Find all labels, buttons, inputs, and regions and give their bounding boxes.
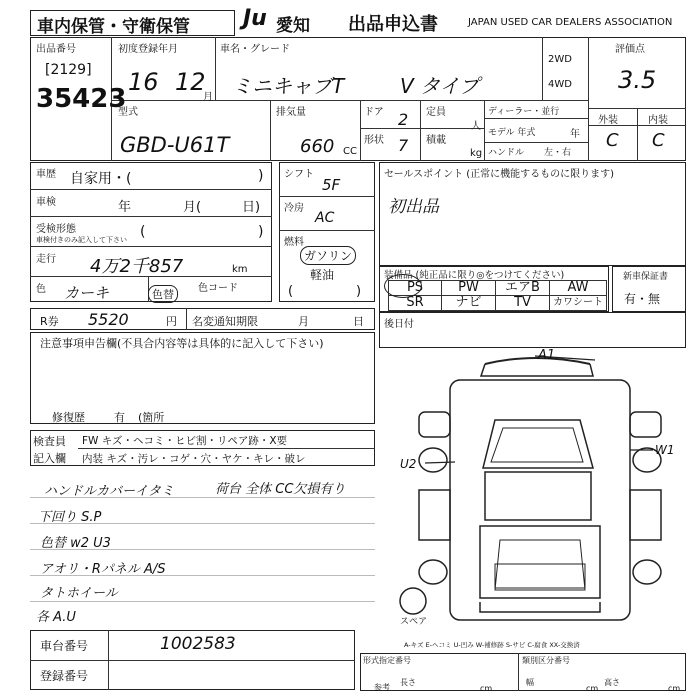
lot-sub-number: [2129] xyxy=(45,62,92,78)
equipment-label: 装備品 (純正品に限り◎をつけてください) xyxy=(384,270,565,281)
interior-grade: C xyxy=(652,130,665,151)
handle-label: ハンドル xyxy=(488,148,525,158)
recycle-label: R券 xyxy=(40,315,59,328)
acceptance-paren: ( xyxy=(140,224,146,240)
form-title: 出品申込書 xyxy=(348,14,438,35)
plate-label: 登録番号 xyxy=(40,669,89,683)
ps-circle xyxy=(384,274,422,298)
drive-2wd: 2WD xyxy=(548,54,572,65)
color-value: カーキ xyxy=(64,284,110,302)
exterior-grade: C xyxy=(606,130,619,151)
dealer-label: ディーラー・並行 xyxy=(488,107,560,117)
sales-point-value: 初出品 xyxy=(388,197,439,217)
interior-label: 内装 xyxy=(648,115,668,126)
capacity-label: 定員 xyxy=(426,107,446,118)
registration-month: 12 xyxy=(175,68,206,96)
inspection-label: 車検 xyxy=(36,197,56,208)
model-code: GBD-U61T xyxy=(120,133,230,157)
fuel-close: ) xyxy=(356,284,362,299)
history-label: 車歴 xyxy=(36,169,56,180)
repair-label: 修復歴 xyxy=(52,411,85,424)
inspector-label-1: 検査員 xyxy=(33,435,66,448)
chassis-number: 1002583 xyxy=(160,634,236,654)
fuel-diesel: 軽油 xyxy=(310,268,335,282)
retrofit-block xyxy=(379,312,686,348)
sales-point-label: セールスポイント (正常に機能するものに限ります) xyxy=(384,169,615,180)
name-change-label: 名変通知期限 xyxy=(192,315,258,328)
acceptance-note: 車検付きのみ記入して下さい xyxy=(36,236,127,244)
equipment-airbag: エアB xyxy=(495,280,550,296)
chassis-label: 車台番号 xyxy=(40,639,89,653)
equipment-tv: TV xyxy=(495,295,550,311)
annotation-w1: W1 xyxy=(655,443,675,457)
inspector-label-2: 記入欄 xyxy=(33,452,66,465)
warranty-label: 新車保証書 xyxy=(623,272,669,282)
ac-label: 冷房 xyxy=(284,203,304,214)
note-line-6: タトホイール xyxy=(40,586,118,601)
width-unit: cm xyxy=(586,684,599,693)
cc-unit: CC xyxy=(343,146,357,157)
acceptance-close: ) xyxy=(258,224,264,240)
drive-4wd: 4WD xyxy=(548,79,572,90)
history-value: 自家用・( xyxy=(70,171,132,187)
history-close: ) xyxy=(258,168,264,184)
note-line-2: 荷台 全体 CC欠損有り xyxy=(215,482,346,497)
diagram-body xyxy=(450,380,630,620)
spare-tire-icon xyxy=(397,586,429,616)
fuel-label: 燃料 xyxy=(284,237,304,248)
year-unit: 年 xyxy=(570,129,580,140)
equipment-ps: PS xyxy=(388,280,442,296)
color-label: 色 xyxy=(36,284,46,295)
load-label: 積載 xyxy=(426,135,446,146)
car-diagram xyxy=(385,350,685,640)
color-code-label: 色コード xyxy=(198,283,238,294)
equipment-leather-seat: カワシート xyxy=(549,295,607,311)
shape-value: 7 xyxy=(398,136,409,155)
shape-label: 形状 xyxy=(364,135,384,146)
acceptance-label: 受検形態 xyxy=(36,224,76,235)
warranty-value: 有・無 xyxy=(624,292,661,306)
displacement-label: 排気量 xyxy=(276,107,306,118)
retrofit-label: 後日付 xyxy=(384,319,414,330)
load-unit: kg xyxy=(470,148,483,159)
length-unit: cm xyxy=(480,684,493,693)
handle-options: 左・右 xyxy=(544,148,572,158)
name-change-day: 日 xyxy=(353,315,364,328)
registration-label: 初度登録年月 xyxy=(118,44,178,55)
inspection-day: 日) xyxy=(242,200,261,215)
inspector-fw-row: FW キズ・ヘコミ・ヒビ割・リペア跡・X要 xyxy=(82,435,288,447)
inspection-month: 月( xyxy=(183,200,202,215)
registration-year: 16 xyxy=(128,68,159,96)
displacement-value: 660 xyxy=(300,136,335,157)
height-label: 高さ xyxy=(604,678,620,687)
color-change: 色替 xyxy=(148,285,178,303)
width-label: 幅 xyxy=(526,678,534,687)
equipment-navi: ナビ xyxy=(441,295,496,311)
annotation-a1: A1 xyxy=(538,348,556,363)
mileage-label: 走行 xyxy=(36,254,56,265)
note-line-7: 各 A.U xyxy=(36,610,76,625)
damage-legend: A-キズ E-ヘコミ U-凹み W-補修跡 S-サビ C-腐食 XX-交換済 xyxy=(404,641,580,649)
shift-value: 5F xyxy=(322,176,341,194)
category-number-label: 類別区分番号 xyxy=(522,656,570,665)
lot-label: 出品番号 xyxy=(36,44,76,55)
mileage-value: 4万2千857 xyxy=(90,256,184,277)
fuel-paren: ( xyxy=(288,284,294,299)
note-line-4: 色替 w2 U3 xyxy=(40,536,111,551)
type-number-label: 形式指定番号 xyxy=(363,656,411,665)
model-label: 型式 xyxy=(118,107,138,118)
length-label: 長さ xyxy=(400,678,416,687)
car-name-label: 車名・グレード xyxy=(220,44,290,55)
equipment-pw: PW xyxy=(441,280,496,296)
note-line-1: ハンドルカバーイタミ xyxy=(44,484,175,499)
equipment-aw: AW xyxy=(549,280,607,296)
note-line-5: アオリ・Rパネル A/S xyxy=(40,562,166,577)
ref-label-1: 参考 xyxy=(374,683,390,692)
door-count: 2 xyxy=(398,110,409,129)
recycle-value: 5520 xyxy=(88,310,129,329)
score-value: 3.5 xyxy=(618,66,657,94)
height-unit: cm xyxy=(668,684,681,693)
car-name: ミニキャブT xyxy=(232,74,345,98)
ac-value: AC xyxy=(315,210,335,226)
exterior-label: 外装 xyxy=(598,115,618,126)
mileage-unit: km xyxy=(232,264,248,275)
fuel-gasoline: ガソリン xyxy=(300,246,356,265)
repair-location: (箇所 xyxy=(138,411,165,424)
recycle-unit: 円 xyxy=(166,315,177,328)
annotation-u2: U2 xyxy=(400,457,417,471)
car-grade: V タイプ xyxy=(400,74,480,98)
spare-label: スペア xyxy=(400,617,428,627)
storage-label: 車内保管・守衛保管 xyxy=(37,17,190,37)
brand-name: 愛知 xyxy=(276,16,310,36)
equipment-sr: SR xyxy=(388,295,442,311)
capacity-unit: 人 xyxy=(471,121,481,132)
model-year-label: モデル 年式 xyxy=(488,128,536,138)
note-line-3: 下回り S.P xyxy=(38,510,102,525)
notes-label: 注意事項申告欄(不具合内容等は具体的に記入して下さい) xyxy=(40,337,324,350)
inspection-year: 年 xyxy=(118,200,132,215)
score-label: 評価点 xyxy=(615,44,645,55)
repair-value: 有 xyxy=(114,411,125,424)
inspector-interior-row: 内装 キズ・汚レ・コゲ・穴・ヤケ・キレ・破レ xyxy=(82,453,306,465)
shift-label: シフト xyxy=(284,169,314,180)
association-name: JAPAN USED CAR DEALERS ASSOCIATION xyxy=(468,17,673,28)
brand-mark: Ju xyxy=(243,6,267,31)
name-change-month: 月 xyxy=(298,315,309,328)
storage-label-box xyxy=(30,10,235,36)
lot-number: 35423 xyxy=(36,84,127,114)
door-label: ドア xyxy=(364,107,384,118)
registration-month-unit: 月 xyxy=(203,92,213,103)
